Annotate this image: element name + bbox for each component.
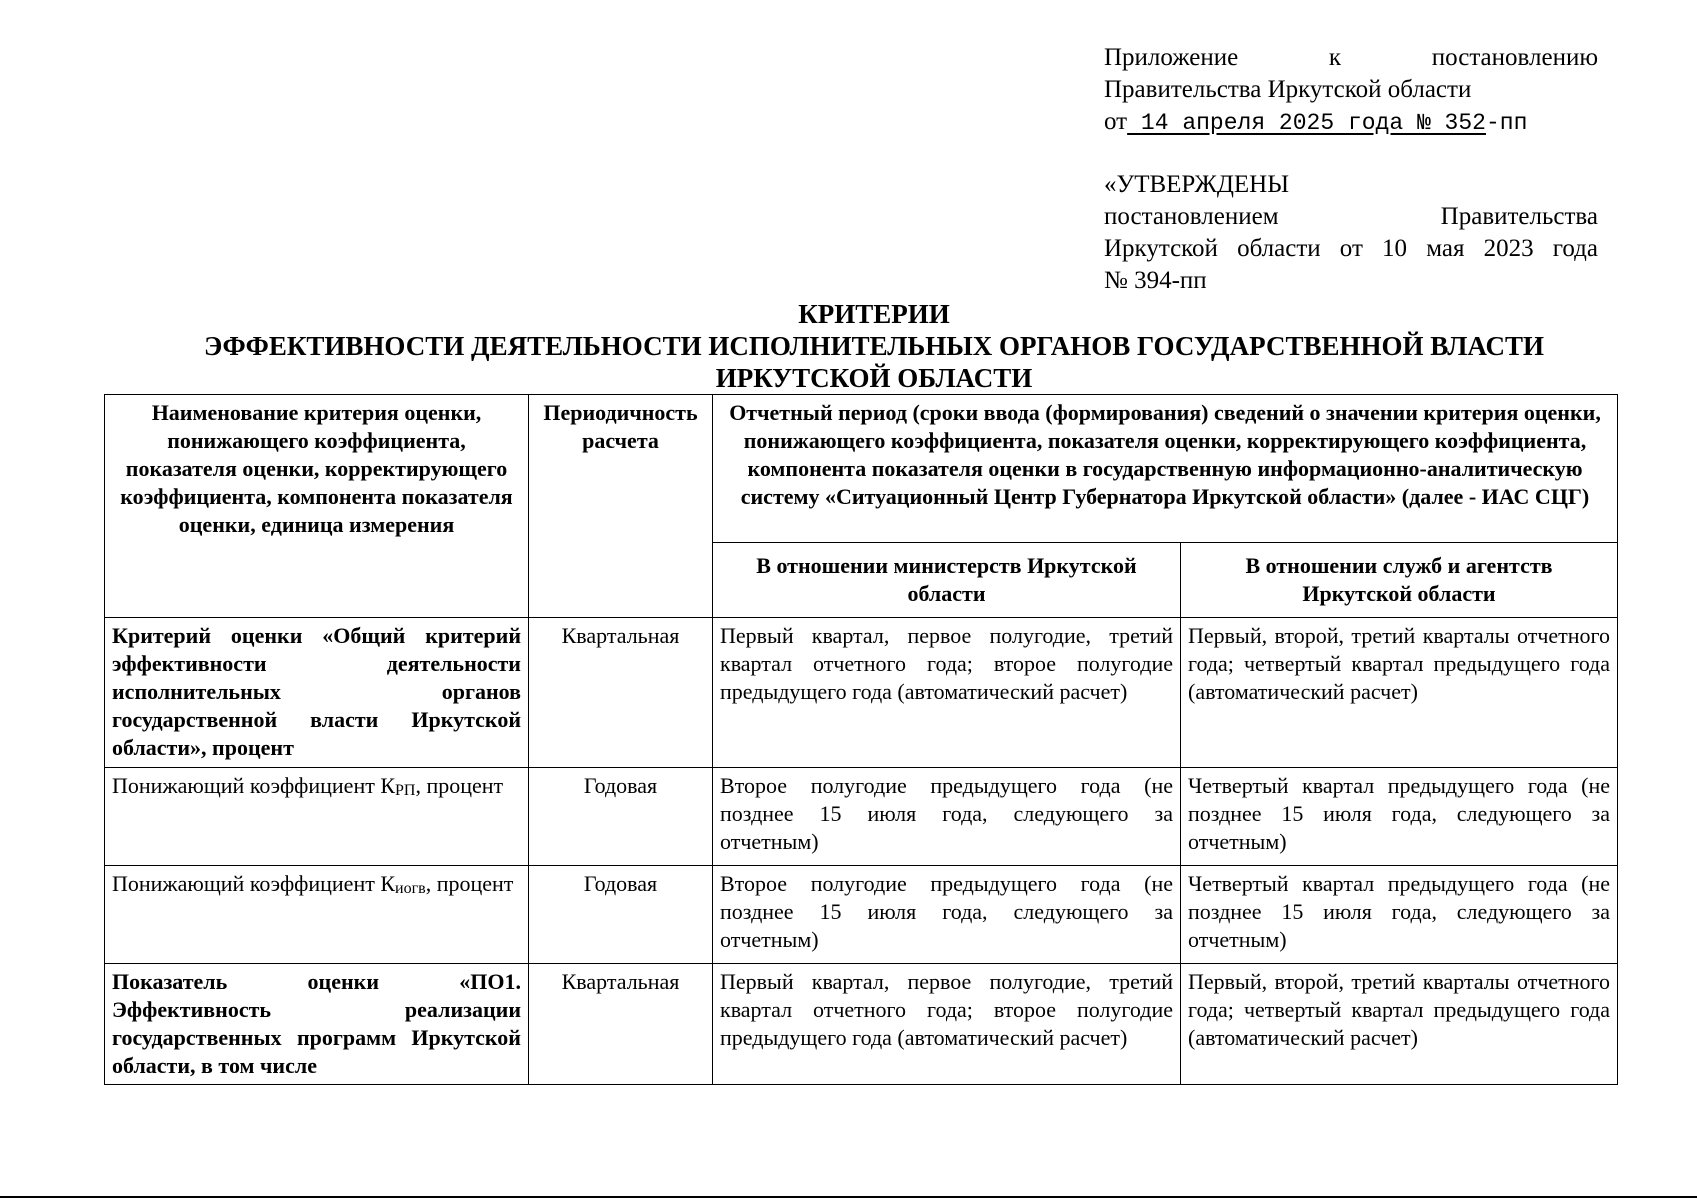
row-name-subscript: иогв: [395, 880, 426, 897]
document-title: [100, 298, 1648, 394]
date-suffix: -пп: [1485, 110, 1528, 136]
appendix-block: [1104, 42, 1598, 139]
row-ministries: Второе полугодие предыдущего года (не позднее 15 июля года, следующего за отчетным): [713, 866, 1181, 964]
table-row: [105, 964, 1618, 1085]
approved-word-1: постановлением: [1104, 203, 1279, 230]
date-prefix: от: [1104, 108, 1128, 135]
row-name-main: Понижающий коэффициент К: [112, 871, 396, 896]
criteria-table: [104, 394, 1618, 1085]
title-line-2: ЭФФЕКТИВНОСТИ ДЕЯТЕЛЬНОСТИ ИСПОЛНИТЕЛЬНЫХ ОРГАНОВ ГОСУДАРСТВЕННОЙ ВЛАСТИ: [204, 331, 1544, 361]
row-services: Первый, второй, третий кварталы отчетного года; четвертый квартал предыдущего года (автоматический расчет): [1181, 618, 1618, 768]
title-line-1: КРИТЕРИИ: [798, 299, 950, 329]
page-bottom-rule: [0, 1196, 1697, 1198]
row-services: Четвертый квартал предыдущего года (не позднее 15 июля года, следующего за отчетным): [1181, 866, 1618, 964]
approved-line-1: «УТВЕРЖДЕНЫ: [1104, 171, 1290, 198]
row-ministries: Первый квартал, первое полугодие, третий квартал отчетного года; второе полугодие предыдущего года (автоматический расчет): [713, 964, 1181, 1085]
table-row: [105, 866, 1618, 964]
title-line-3: ИРКУТСКОЙ ОБЛАСТИ: [715, 363, 1033, 393]
row-periodicity: Квартальная: [529, 618, 713, 768]
row-name-main: Понижающий коэффициент К: [112, 773, 396, 798]
appendix-word-3: постановлению: [1431, 44, 1599, 71]
date-filled: 14 апреля 2025 года № 352: [1127, 110, 1486, 136]
row-periodicity: Квартальная: [529, 964, 713, 1085]
row-name-tail: , процент: [415, 773, 504, 798]
appendix-line-1: [1104, 42, 1598, 74]
row-periodicity: Годовая: [529, 768, 713, 866]
row-name: [105, 768, 529, 866]
header-reporting: Отчетный период (сроки ввода (формирования) сведений о значении критерия оценки, понижающего коэффициента, показателя оценки, корректирующего коэффициента, компонента показателя оценки в государственную информационно-аналитическую систему «Ситуационный Центр Губернатора Иркутской области» (далее - ИАС СЦГ): [713, 395, 1618, 543]
row-name: Показатель оценки «ПО1. Эффективность реализации государственных программ Иркутской области, в том числе: [105, 964, 529, 1085]
table-row: [105, 618, 1618, 768]
row-name: Критерий оценки «Общий критерий эффективности деятельности исполнительных органов государственной власти Иркутской области», процент: [105, 618, 529, 768]
table-row: [105, 768, 1618, 866]
header-services: В отношении служб и агентств Иркутской области: [1181, 543, 1618, 618]
approved-block: [1104, 169, 1598, 297]
row-ministries: Первый квартал, первое полугодие, третий квартал отчетного года; второе полугодие предыдущего года (автоматический расчет): [713, 618, 1181, 768]
approved-word-2: Правительства: [1440, 203, 1598, 230]
appendix-word-2: к: [1328, 44, 1342, 71]
appendix-date-line: [1104, 106, 1598, 139]
row-name-tail: , процент: [425, 871, 514, 896]
header-ministries: В отношении министерств Иркутской области: [713, 543, 1181, 618]
header-periodicity: Периодичность расчета: [529, 395, 713, 618]
row-periodicity: Годовая: [529, 866, 713, 964]
row-services: Первый, второй, третий кварталы отчетного года; четвертый квартал предыдущего года (автоматический расчет): [1181, 964, 1618, 1085]
appendix-word-1: Приложение: [1104, 44, 1239, 71]
row-ministries: Второе полугодие предыдущего года (не позднее 15 июля года, следующего за отчетным): [713, 768, 1181, 866]
appendix-line-2: Правительства Иркутской области: [1104, 76, 1472, 103]
approved-line-4: № 394-пп: [1104, 267, 1207, 294]
header-name: Наименование критерия оценки, понижающего коэффициента, показателя оценки, корректирующего коэффициента, компонента показателя оценки, единица измерения: [105, 395, 529, 618]
row-services: Четвертый квартал предыдущего года (не позднее 15 июля года, следующего за отчетным): [1181, 768, 1618, 866]
approved-line-3: Иркутской области от 10 мая 2023 года: [1104, 235, 1598, 262]
row-name-subscript: РП: [395, 782, 416, 799]
table-header-row: [105, 395, 1618, 543]
approved-line-2: [1104, 201, 1598, 233]
row-name: [105, 866, 529, 964]
